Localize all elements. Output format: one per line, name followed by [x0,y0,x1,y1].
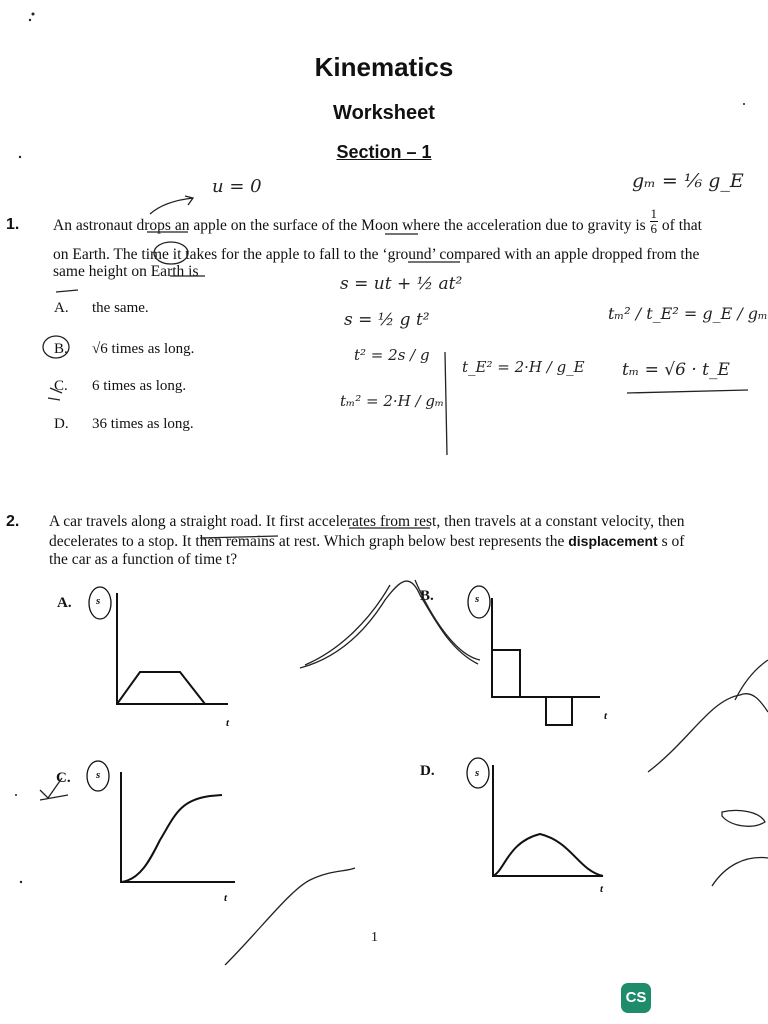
freehand-bottom-curve [225,868,355,965]
option-b-text: √6 times as long. [92,341,195,357]
graph-d [467,758,603,876]
graph-a-t-label: t [226,717,230,729]
handwriting-time-ratio: tₘ² / t_E² = g_E / gₘ [608,304,768,323]
handwriting-te-squared: t_E² = 2·H / g_E [462,358,585,376]
graph-c-axes [121,772,235,882]
question-1-number: 1. [6,216,20,233]
graph-b-letter: B. [420,588,434,604]
freehand-right-hook [735,660,768,700]
question-2-line-3: the car as a function of time t? [49,551,238,568]
graph-c-curve [121,795,222,882]
question-2-line-2 [49,531,684,552]
graph-c [87,761,235,882]
handwriting-tm-result: tₘ = √6 · t_E [622,360,730,380]
graph-d-axes [493,765,603,876]
graph-b-s-label: s [475,593,480,605]
question-2-bold-word: displacement [568,533,658,549]
freehand-right-arc [712,858,768,886]
handwriting-u-zero: u = 0 [212,176,262,197]
one-sixth-fraction [650,207,659,236]
question-2-line-1: A car travels along a straight road. It first accelerates from rest, then travels at a constant velocity, then [49,513,685,530]
mark-same [56,290,78,292]
page-subtitle: Worksheet [333,102,435,124]
question-2-text-a: decelerates to a stop. It then remains at rest. Which graph below best represents the [49,533,565,550]
option-a-letter: A. [54,300,69,316]
graph-a-s-label: s [96,595,101,607]
freehand-right-curve [648,694,768,772]
handwriting-gravity-ratio: gₘ = ⅙ g_E [632,170,744,192]
option-c-text: 6 times as long. [92,378,187,394]
page-number: 1 [371,930,378,945]
graph-a-axes [117,593,228,704]
graph-b [468,586,600,725]
handwriting-t-squared: t² = 2s / g [354,346,430,364]
option-c-letter: C. [54,378,68,394]
graph-c-letter: C. [56,770,71,786]
question-2-text-b: s of [661,533,685,550]
handwriting-s-half-gt2: s = ½ g t² [344,310,430,330]
graph-c-t-label: t [224,892,228,904]
question-1-line-2: on Earth. The time it takes for the apple to fall to the ‘ground’ compared with an apple dropped from the [53,246,700,263]
camscanner-badge: CS [621,983,651,1013]
section-label: Section – 1 [336,142,432,162]
graph-c-s-label: s [96,769,101,781]
graph-d-curve [493,834,603,876]
graph-d-s-label: s [475,767,480,779]
graph-b-t-label: t [604,710,608,722]
question-1-line-3: same height on Earth is [53,263,199,280]
graph-b-steps [492,650,572,725]
graph-a-curve [117,672,205,704]
option-d-text: 36 times as long. [92,416,194,432]
graph-d-letter: D. [420,763,435,779]
freehand-scribble-right [722,810,765,826]
option-b-letter: B. [54,341,68,357]
option-a-text: the same. [92,300,149,316]
question-1-text-a: An astronaut drops an apple on the surface of the Moon where the acceleration due to gravity is [53,217,646,234]
graph-a [89,587,228,704]
fraction-denominator: 6 [650,220,658,236]
graph-a-letter: A. [57,595,72,611]
underline-gm [627,390,748,393]
page-title: Kinematics [314,52,454,82]
question-1-line-1 [53,205,702,236]
freehand-peak-curve [300,581,478,668]
section-heading [0,142,768,163]
question-2-number: 2. [6,513,20,530]
graph-d-t-label: t [600,883,604,895]
graph-b-axes [492,598,600,697]
question-1-text-b: of that [661,217,702,234]
freehand-peak-curve-2 [305,580,480,665]
divider-line [445,352,447,455]
handwriting-tm-squared: tₘ² = 2·H / gₘ [340,392,445,410]
arrow-to-drops [150,196,193,214]
option-d-letter: D. [54,416,69,432]
fraction-numerator: 1 [650,205,658,221]
handwriting-suvat: s = ut + ½ at² [340,274,463,294]
